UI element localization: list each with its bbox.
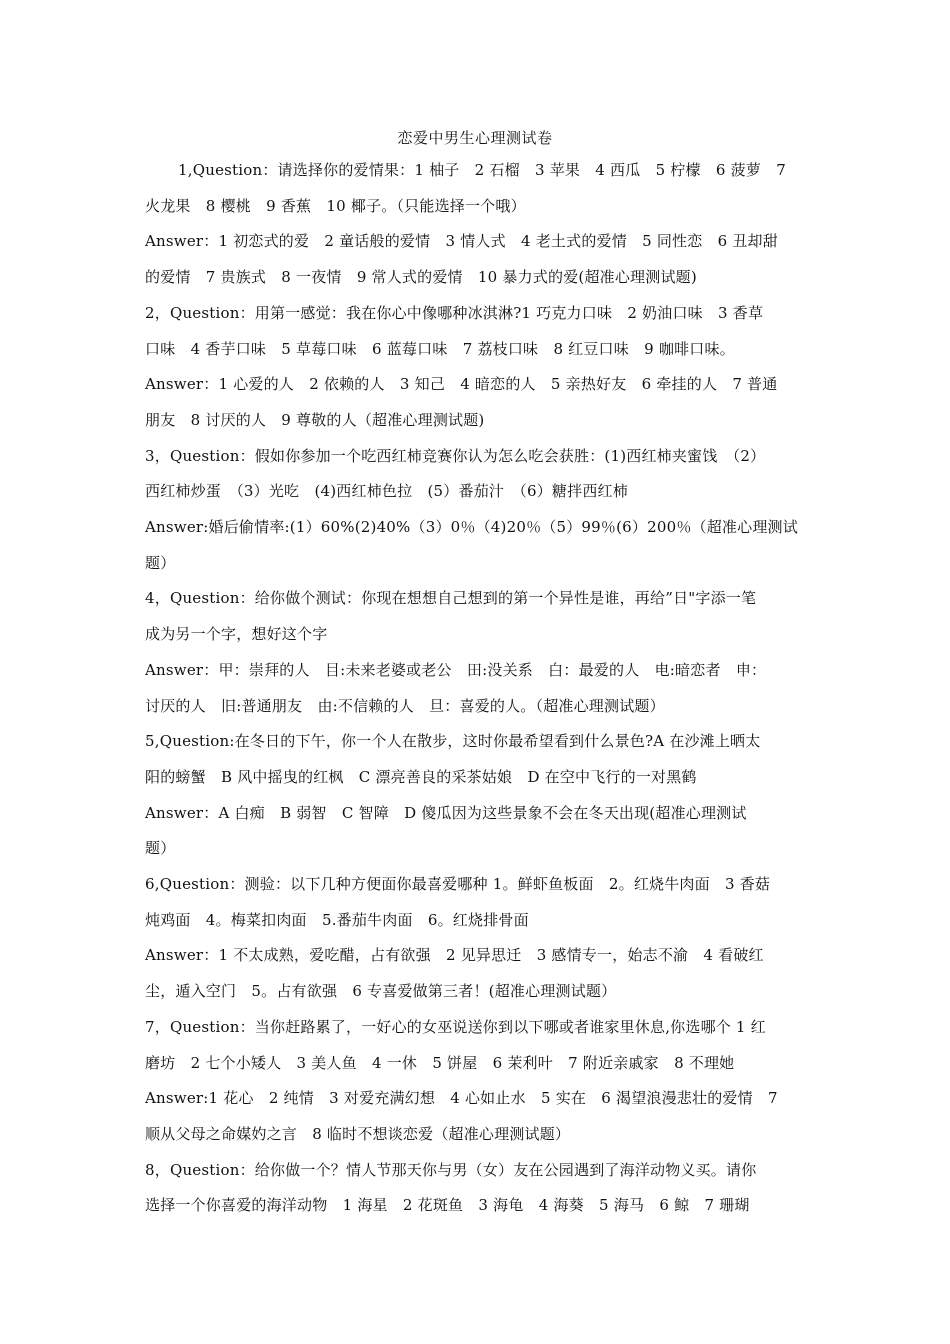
- text-line: 朋友 8 讨厌的人 9 尊敬的人（超准心理测试题): [145, 411, 485, 429]
- text-line: Answer：1 不太成熟，爱吃醋，占有欲强 2 见异思迁 3 感情专一，始志不渝 4 看破红: [145, 946, 764, 964]
- text-line: Answer：1 心爱的人 2 依赖的人 3 知己 4 暗恋的人 5 亲热好友 6 牵挂的人 7 普通: [145, 375, 778, 393]
- text-line: Answer：1 初恋式的爱 2 童话般的爱情 3 情人式 4 老土式的爱情 5 同性恋 6 丑却甜: [145, 232, 778, 250]
- text-line: 7，Question：当你赶路累了，一好心的女巫说送你到以下哪或者谁家里休息,你选哪个 1 红: [145, 1018, 766, 1036]
- text-line: 西红柿炒蛋 （3）光吃 (4)西红柿色拉 (5）番茄汁 （6）糖拌西红柿: [145, 482, 628, 500]
- text-line: Answer：A 白痴 B 弱智 C 智障 D 傻瓜因为这些景象不会在冬天出现(超准心理测试: [145, 804, 747, 822]
- text-line: 选择一个你喜爱的海洋动物 1 海星 2 花斑鱼 3 海龟 4 海葵 5 海马 6 鲸 7 珊瑚: [145, 1196, 750, 1214]
- text-line: 炖鸡面 4。梅菜扣肉面 5.番茄牛肉面 6。红烧排骨面: [145, 911, 529, 929]
- text-line: 2，Question：用第一感觉：我在你心中像哪种冰淇淋?1 巧克力口味 2 奶油口味 3 香草: [145, 304, 764, 322]
- text-line: Answer：甲：崇拜的人 目:未来老婆或老公 田:没关系 白：最爱的人 电:暗恋者 申：: [145, 661, 767, 679]
- text-line: 火龙果 8 樱桃 9 香蕉 10 椰子。（只能选择一个哦）: [145, 197, 526, 215]
- text-line: 讨厌的人 旧:普通朋友 由:不信赖的人 旦：喜爱的人。（超准心理测试题）: [145, 697, 665, 715]
- text-line: Answer:1 花心 2 纯情 3 对爱充满幻想 4 心如止水 5 实在 6 渴望浪漫悲壮的爱情 7: [145, 1089, 778, 1107]
- document-title: 恋爱中男生心理测试卷: [397, 129, 553, 147]
- text-line: 成为另一个字，想好这个字: [145, 625, 328, 643]
- text-line: 5,Question:在冬日的下午，你一个人在散步，这时你最希望看到什么景色?A 在沙滩上晒太: [145, 732, 761, 750]
- text-line: 顺从父母之命媒妁之言 8 临时不想谈恋爱（超准心理测试题）: [145, 1125, 571, 1143]
- text-line: 阳的螃蟹 B 风中摇曳的红枫 C 漂亮善良的采茶姑娘 D 在空中飞行的一对黑鹤: [145, 768, 697, 786]
- text-line: 8，Question：给你做一个？情人节那天你与男（女）友在公园遇到了海洋动物义买。请你: [145, 1161, 757, 1179]
- text-line: Answer:婚后偷情率:(1）60%(2)40%（3）0％（4)20％（5）99％(6）200％（超准心理测试: [145, 518, 798, 536]
- text-line: 1,Question：请选择你的爱情果：1 柚子 2 石榴 3 苹果 4 西瓜 5 柠檬 6 菠萝 7: [178, 161, 786, 179]
- text-line: 4，Question：给你做个测试：你现在想想自己想到的第一个异性是谁，再给”日"字添一笔: [145, 589, 757, 607]
- text-line: 题）: [145, 554, 176, 572]
- text-line: 磨坊 2 七个小矮人 3 美人鱼 4 一休 5 饼屋 6 茉利叶 7 附近亲戚家 8 不理她: [145, 1054, 735, 1072]
- text-line: 3，Question：假如你参加一个吃西红柿竞赛你认为怎么吃会获胜：(1)西红柿夹蜜饯 （2）: [145, 447, 766, 465]
- text-line: 的爱情 7 贵族式 8 一夜情 9 常人式的爱情 10 暴力式的爱(超准心理测试题): [145, 268, 697, 286]
- text-line: 口味 4 香芋口味 5 草莓口味 6 蓝莓口味 7 荔枝口味 8 红豆口味 9 咖啡口味。: [145, 340, 735, 358]
- text-line: 6,Question：测验：以下几种方便面你最喜爱哪种 1。鲜虾鱼板面 2。红烧牛肉面 3 香菇: [145, 875, 771, 893]
- text-line: 尘，遁入空门 5。占有欲强 6 专喜爱做第三者！(超准心理测试题）: [145, 982, 617, 1000]
- text-line: 题）: [145, 839, 176, 857]
